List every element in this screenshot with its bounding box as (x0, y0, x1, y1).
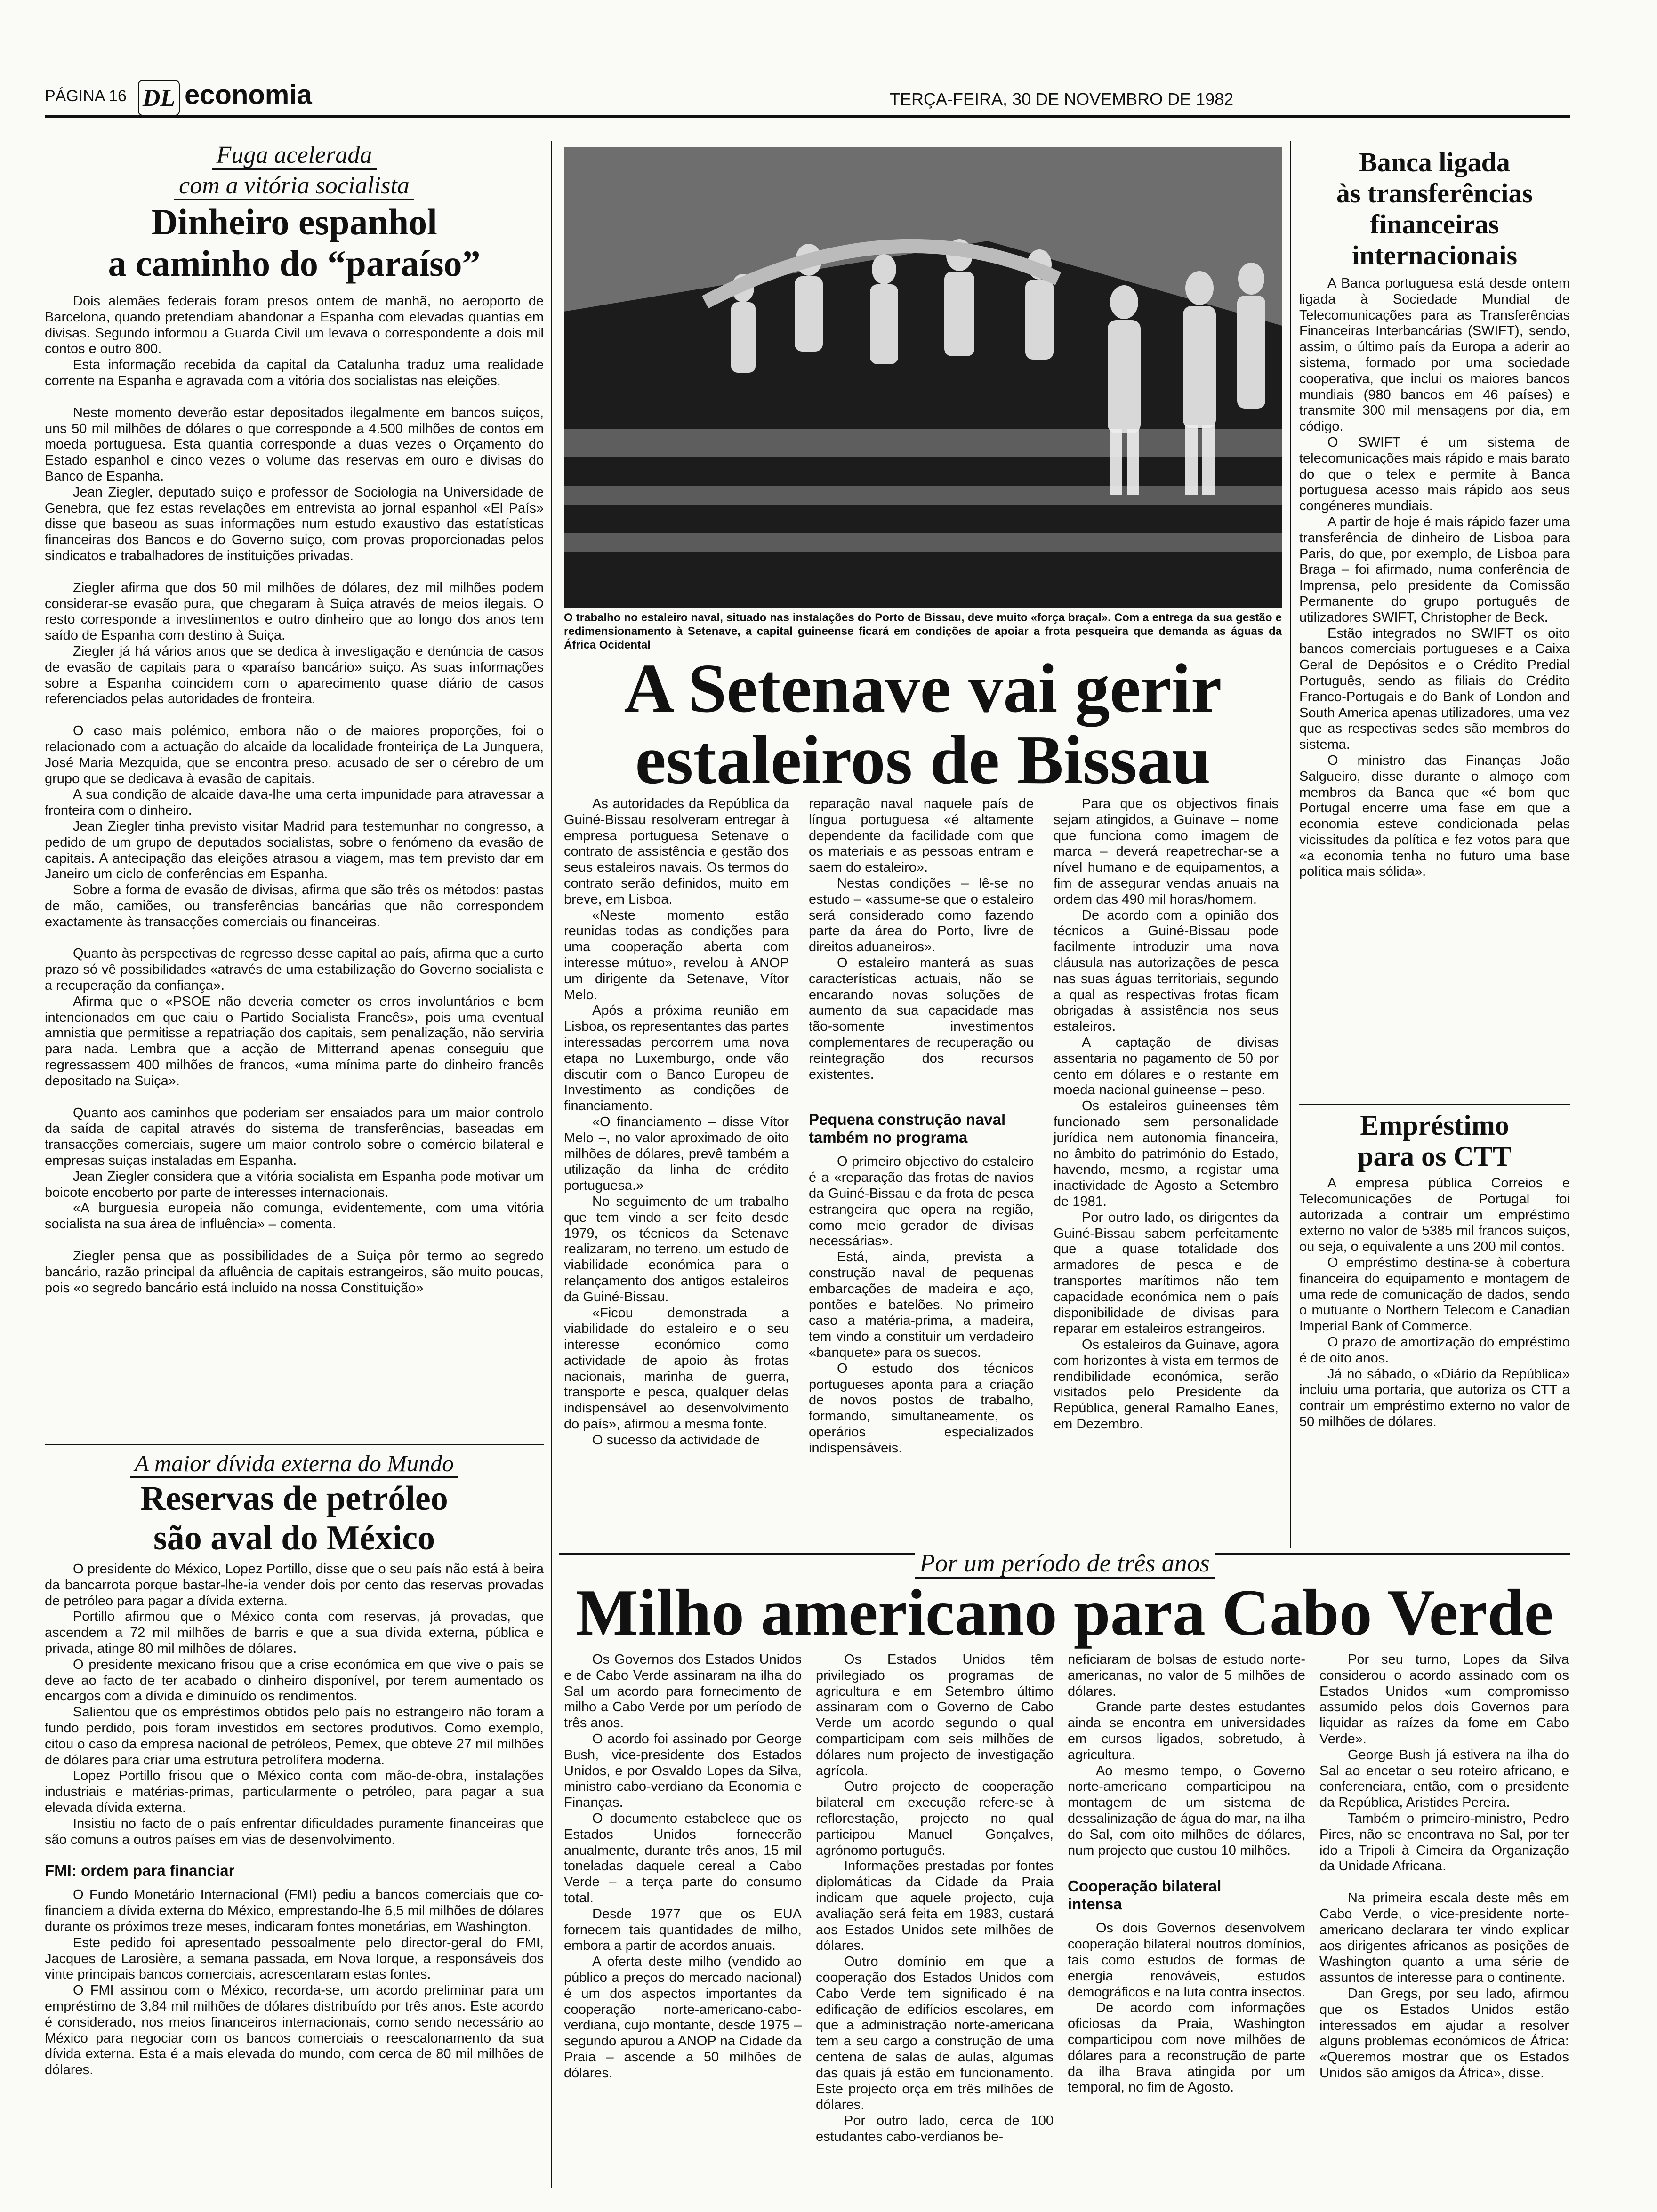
paragraph: O estaleiro manterá as suas características actuais, não se encarando novas soluções de aumento da sua capacidade mas tão-somente investimentos complementares de recuperação ou reintegração dos recursos existentes. (809, 955, 1034, 1082)
paragraph: George Bush já estivera na ilha do Sal ao encetar o seu roteiro africano, e conferenciara, então, com o presidente da República, Aristides Pereira. (1319, 1747, 1569, 1811)
article-kicker: Por um período de três anos (559, 1548, 1570, 1578)
paragraph: «Neste momento estão reunidas todas as condições para uma cooperação aberta com interesse mútuo», revelou à ANOP um dirigente da Setenave, Vítor Melo. (564, 907, 789, 1002)
paragraph: Este pedido foi apresentado pessoalmente pelo director-geral do FMI, Jacques de Larosière, a semana passada, em Nova Iorque, a responsáveis dos vinte principais bancos comerciais, acrescentaram estas fontes. (45, 1935, 544, 1982)
article-kicker: com a vitória socialista (45, 172, 544, 200)
article-body (1299, 1176, 1570, 1430)
paragraph: Lopez Portillo frisou que o México conta com mão-de-obra, instalações industriais e matérias-primas, particularmente o petróleo, para pagar a sua elevada dívida externa. (45, 1768, 544, 1815)
paragraph: O caso mais polémico, embora não o de maiores proporções, foi o relacionado com a actuação do alcaide da localidade fronteiriça de La Junquera, José Maria Mezquida, que se encontra preso, acusado de ser o cérebro de um grupo que se dedicava à evasão de capitais. (45, 723, 544, 786)
column-rule (551, 141, 552, 2188)
paragraph: O presidente do México, Lopez Portillo, disse que o seu país não está à beira da bancarrota porque bastar-lhe-ia vender dois por cento das reservas provadas de petróleo para pagar a dívida externa. (45, 1562, 544, 1609)
paragraph: A captação de divisas assentaria no pagamento de 50 por cento em dólares e o restante em moeda nacional guineense – peso. (1054, 1034, 1279, 1098)
milho-column-3 (1068, 1652, 1305, 2096)
paragraph: Informações prestadas por fontes diplomáticas da Cidade da Praia indicam que aquele projecto, cuja avaliação será feita em 1983, custará aos Estados Unidos sete milhões de dólares. (816, 1859, 1054, 1954)
paragraph: Outro projecto de cooperação bilateral em execução refere-se à reflorestação, projecto no qual participou Manuel Gonçalves, agrónomo português. (816, 1779, 1054, 1858)
paragraph: Esta informação recebida da capital da Catalunha traduz uma realidade corrente na Espanha e agravada com a vitória dos socialistas nas eleições. (45, 357, 544, 388)
article-dinheiro (45, 141, 544, 1296)
article-ctt (1299, 1110, 1570, 1430)
paragraph: «A burguesia europeia não comunga, evidentemente, com uma vitória socialista na sua área de influência» – comenta. (45, 1201, 544, 1232)
paragraph: Por outro lado, os dirigentes da Guiné-Bissau sabem perfeitamente que a quase totalidade dos armadores de pesca e de transportes marítimos não tem capacidade económica nem o país disponibilidade de divisas para reparar em estaleiros estrangeiros. (1054, 1210, 1279, 1337)
paragraph: O presidente mexicano frisou que a crise económica em que vive o país se deve ao facto de ter acabado o dinheiro disponível, por terem aumentado os encargos com a dívida e diminuído os rendimentos. (45, 1657, 544, 1704)
paragraph: De acordo com a opinião dos técnicos a Guiné-Bissau pode facilmente introduzir uma nova cláusula nas autorizações de pesca nas suas águas territoriais, segundo a qual as respectivas frotas ficam obrigadas à assistência nos seus estaleiros. (1054, 907, 1279, 1034)
article-body (45, 294, 544, 1296)
paragraph: Quanto aos caminhos que poderiam ser ensaiados para um maior controlo da saída de capital através do sistema de transferências, baseadas em transacções comerciais, sugere um maior controlo sobre o comércio bilateral e empresas suiças instaladas em Espanha. (45, 1105, 544, 1169)
paragraph: Os estaleiros guineenses têm funcionado sem personalidade jurídica nem autonomia financeira, no âmbito do património do Estado, havendo, mesmo, a registar uma inactividade de Agosto a Setembro de 1981. (1054, 1098, 1279, 1209)
article-kicker: Fuga acelerada (45, 141, 544, 169)
paragraph: No seguimento de um trabalho que tem vindo a ser feito desde 1979, os técnicos da Setenave realizaram, no terreno, um estudo de viabilidade económica para o relançamento dos antigos estaleiros da Guiné-Bissau. (564, 1194, 789, 1305)
paragraph: Os Estados Unidos têm privilegiado os programas de agricultura e em Setembro último assinaram com o Governo de Cabo Verde um acordo segundo o qual comparticipam com seis milhões de dólares num projecto de investigação agrícola. (816, 1652, 1054, 1779)
paragraph: Portillo afirmou que o México conta com reservas, já provadas, que ascendem a 72 mil milhões de barris e que a sua dívida externa, pública e privada, atinge 80 mil milhões de dólares. (45, 1609, 544, 1656)
paragraph: Insistiu no facto de o país enfrentar dificuldades puramente financeiras que são comuns a outros países em vias de desenvolvimento. (45, 1816, 544, 1847)
paragraph: reparação naval naquele país de língua portuguesa «é altamente dependente da facilidade com que os materiais e as pessoas entram e saem do estaleiro». (809, 796, 1034, 875)
paragraph: Desde 1977 que os EUA fornecem tais quantidades de milho, embora a partir de acordos anuais. (564, 1906, 802, 1954)
paragraph: Dois alemães federais foram presos ontem de manhã, no aeroporto de Barcelona, quando pretendiam abandonar a Espanha com elevadas quantias em divisas. Segundo informou a Guarda Civil um levava o correspondente a dois mil contos e outro 800. (45, 294, 544, 357)
paragraph: A sua condição de alcaide dava-lhe uma certa impunidade para atravessar a fronteira com o dinheiro. (45, 787, 544, 818)
paragraph: O Fundo Monetário Internacional (FMI) pediu a bancos comerciais que co-financiem a dívida externa do México, emprestando-lhe 6,5 mil milhões de dólares durante os próximos treze meses, indicaram fontes monetárias, em Washington. (45, 1887, 544, 1934)
paragraph: Ziegler afirma que dos 50 mil milhões de dólares, dez mil milhões podem considerar-se evasão pura, que chegaram à Suiça através de meios ilegais. O resto corresponde a investimentos e outro dinheiro que ao longo dos anos tem saído de Espanha com destino à Suiça. (45, 580, 544, 643)
paragraph: Ao mesmo tempo, o Governo norte-americano comparticipou na montagem de um sistema de dessalinização de água do mar, na ilha do Sal, com oito milhões de dólares, num projecto que custou 10 milhões. (1068, 1763, 1305, 1858)
shipyard-photo (564, 147, 1282, 608)
paragraph: Afirma que o «PSOE não deveria cometer os erros involuntários e bem intencionados em que caiu o Partido Socialista Francês», pois uma eventual amnistia que permitisse a repatriação dos capitais, sem penalização, não serviria para nada. Lembra que a acção de Mitterrand apenas conseguiu que regressassem 400 milhões de francos, «uma mínima parte do dinheiro francês depositado na Suiça». (45, 994, 544, 1089)
paragraph: Os Governos dos Estados Unidos e de Cabo Verde assinaram na ilha do Sal um acordo para fornecimento de milho a Cabo Verde por um período de três anos. (564, 1652, 802, 1731)
milho-column-4 (1319, 1652, 1569, 2082)
article-headline: A Setenave vai gerir (624, 650, 1222, 727)
article-headline: Reservas de petróleo (140, 1479, 448, 1518)
masthead-rule (45, 115, 1570, 118)
article-headline: Dinheiro espanhol (151, 201, 437, 242)
article-headline: são aval do México (153, 1519, 435, 1557)
article-headline: estaleiros de Bissau (635, 721, 1211, 799)
column-rule (1290, 141, 1291, 1548)
paragraph: O estudo dos técnicos portugueses aponta para a criação de novos postos de trabalho, formando, simultaneamente, os operários especializados indispensáveis. (809, 1361, 1034, 1456)
headline-line: Banca ligada (1359, 147, 1510, 177)
paragraph: A empresa pública Correios e Telecomunicações de Portugal foi autorizada a contrair um empréstimo externo no valor de 5385 mil francos suiços, ou seja, o equivalente a uns 200 mil contos. (1299, 1176, 1570, 1255)
paragraph: A oferta deste milho (vendido ao público a preços do mercado nacional) é um dos aspectos importantes da cooperação norte-americano-cabo-verdiana, cujo montante, desde 1975 – segundo apurou a ANOP na Cidade da Praia – ascende a 50 milhões de dólares. (564, 1954, 802, 2081)
setenave-column-3 (1054, 796, 1279, 1433)
paragraph: Grande parte destes estudantes ainda se encontra em universidades em cursos ligados, sobretudo, à agricultura. (1068, 1699, 1305, 1763)
paragraph: Também o primeiro-ministro, Pedro Pires, não se encontrava no Sal, por ter ido a Tripoli à Cimeira da Organização da Unidade Africana. (1319, 1811, 1569, 1874)
milho-column-2 (816, 1652, 1054, 2145)
paragraph: As autoridades da República da Guiné-Bissau resolveram entregar à empresa portuguesa Setenave o contrato de assistência e gestão dos seus estaleiros navais. Os termos do contrato serão definidos, muito em breve, em Lisboa. (564, 796, 789, 907)
subheading: Pequena construção naval (809, 1111, 1006, 1129)
paragraph: Está, ainda, prevista a construção naval de pequenas embarcações de madeira e aço, pontões e batelões. No primeiro caso a matéria-prima, a madeira, tem vindo a constituir um verdadeiro «banquete» para os suecos. (809, 1250, 1034, 1360)
paragraph: Quanto às perspectivas de regresso desse capital ao país, afirma que a curto prazo só vê possibilidades «através de uma estabilização do Governo socialista e a recuperação da confiança». (45, 946, 544, 994)
paragraph: «Ficou demonstrada a viabilidade do estaleiro e o seu interesse económico como actividade de apoio às frotas nacionais, marinha de guerra, transporte e pesca, qualquer delas indispensável ao desenvolvimento do país», afirmou a mesma fonte. (564, 1305, 789, 1432)
article-headline: Milho americano para Cabo Verde (576, 1576, 1553, 1649)
paragraph: De acordo com informações oficiosas da Praia, Washington comparticipou com nove milhões de dólares para a reconstrução de parte da ilha Brava atingida por um temporal, no fim de Agosto. (1068, 2000, 1305, 2095)
article-headline: para os CTT (1358, 1141, 1512, 1172)
paragraph: Na primeira escala deste mês em Cabo Verde, o vice-presidente norte-americano declarara ter vindo explicar aos dirigentes africanos as posições de Washington quanto a uma série de assuntos de interesse para o continente. (1319, 1891, 1569, 1986)
paragraph: O ministro das Finanças João Salgueiro, disse durante o almoço com membros da Banca que «é bom que Portugal encerre uma fase em que a economia esteve condicionada pelas vicissitudes da política e fez votos para que «a economia tenha no futuro uma base política mais sólida». (1299, 753, 1570, 880)
paragraph: neficiaram de bolsas de estudo norte-americanas, no valor de 5 milhões de dólares. (1068, 1652, 1305, 1699)
subheading: intensa (1068, 1895, 1122, 1913)
logo-text: DL (142, 84, 176, 112)
setenave-column-1 (564, 796, 789, 1449)
subheading: também no programa (809, 1129, 968, 1146)
paragraph: Após a próxima reunião em Lisboa, os representantes das partes interessadas percorrem uma nova etapa no Luxemburgo, onde vão discutir com o Banco Europeu de Investimento as condições de financiamento. (564, 1003, 789, 1114)
article-banca (1299, 147, 1570, 880)
paragraph: Os estaleiros da Guinave, agora com horizontes à vista em termos de rendibilidade económica, serão visitados pelo Presidente da República, general Ramalho Eanes, em Dezembro. (1054, 1337, 1279, 1432)
article-headline (1299, 147, 1570, 271)
article-kicker: A maior dívida externa do Mundo (45, 1450, 544, 1477)
section-title: economia (185, 80, 312, 110)
paragraph: Ziegler já há vários anos que se dedica à investigação e denúncia de casos de evasão de capitais para o «paraíso bancário» suiço. As suas informações sobre a Espanha coincidem com o aparecimento quase diário de casos referenciados pelas autoridades de fronteira. (45, 643, 544, 707)
paragraph: Os dois Governos desenvolvem cooperação bilateral noutros domínios, tais como estudos de formas de energia renováveis, estudos demográficos e na luta contra insectos. (1068, 1921, 1305, 2000)
subheading: Cooperação bilateral (1068, 1877, 1222, 1895)
milho-column-1 (564, 1652, 802, 2082)
divider (1299, 1104, 1570, 1105)
paragraph: Jean Ziegler, deputado suiço e professor de Sociologia na Universidade de Genebra, que fez estas revelações em entrevista ao jornal espanhol «El País» disse que baseou as suas informações num estudo exaustivo das estatísticas financeiras dos Bancos e do Governo suiço, com provas proporcionadas pelos sindicatos e trabalhadores de instituições privadas. (45, 484, 544, 563)
paragraph: «O financiamento – disse Vítor Melo –, no valor aproximado de oito milhões de dólares, prevê também a utilização da linha de crédito portuguesa.» (564, 1114, 789, 1194)
paragraph: Jean Ziegler considera que a vitória socialista em Espanha pode motivar um boicote encoberto por parte de interesses internacionais. (45, 1169, 544, 1200)
paragraph: Dan Gregs, por seu lado, afirmou que os Estados Unidos estão interessados em ajudar a resolver alguns problemas económicos de África: «Queremos mostrar que os Estados Unidos são amigos da África», disse. (1319, 1986, 1569, 2081)
paragraph: Ziegler pensa que as possibilidades de a Suiça pôr termo ao segredo bancário, razão principal da afluência de capitais estrangeiros, são muito poucas, pois «o segredo bancário está incluido na nossa Constituição» (45, 1249, 544, 1296)
paragraph: Por outro lado, cerca de 100 estudantes cabo-verdianos be- (816, 2113, 1054, 2144)
issue-date: TERÇA-FEIRA, 30 DE NOVEMBRO DE 1982 (890, 89, 1234, 109)
paragraph: Estão integrados no SWIFT os oito bancos comerciais portugueses e a Caixa Geral de Depósitos e o Crédito Predial Português, sendo as filiais do Crédito Franco-Portugais e do Bank of London and South America apenas utilizadores, uma vez que as respectivas sedes são membros do sistema. (1299, 625, 1570, 753)
paragraph: O empréstimo destina-se à cobertura financeira do equipamento e montagem de uma rede de comunicação de dados, sendo o mutuante o Northern Telecom e Canadian Imperial Bank of Commerce. (1299, 1255, 1570, 1334)
workers-illustration (564, 147, 1282, 608)
paragraph: A Banca portuguesa está desde ontem ligada à Sociedade Mundial de Telecomunicações para as Transferências Financeiras Interbancárias (SWIFT), sendo, assim, o último país da Europa a aderir ao sistema, formado por uma sociedade cooperativa, que inclui os maiores bancos mundiais (980 bancos em 46 países) e transmite 300 mil mensagens por dia, em código. (1299, 276, 1570, 434)
divider (45, 1444, 544, 1445)
paragraph: Jean Ziegler tinha previsto visitar Madrid para testemunhar no congresso, a pedido de um grupo de deputados socialistas, sobre o fenómeno da evasão de capitais. A antecipação das eleições atrasou a viagem, mas tem previsto dar em Janeiro um ciclo de conferências em Espanha. (45, 818, 544, 882)
paragraph: O FMI assinou com o México, recorda-se, um acordo preliminar para um empréstimo de 3,84 mil milhões de dólares distribuído por três anos. Este acordo é considerado, nos meios financeiros internacionais, como sendo necessário ao México para negociar com os bancos comerciais o reescalonamento da sua dívida externa. Esta é a mais elevada do mundo, com cerca de 80 mil milhões de dólares. (45, 1983, 544, 2078)
paragraph: Salientou que os empréstimos obtidos pelo país no estrangeiro não foram a fundo perdido, pois foram investidos em sectores produtivos. Como exemplo, citou o caso da empresa nacional de petróleos, Pemex, que obteve 27 mil milhões de dólares para criar uma estrutura petrolífera moderna. (45, 1705, 544, 1768)
article-body (45, 1562, 544, 2078)
paragraph: O acordo foi assinado por George Bush, vice-presidente dos Estados Unidos, e por Osvaldo Lopes da Silva, ministro cabo-verdiano da Economia e Finanças. (564, 1731, 802, 1811)
subheading: FMI: ordem para financiar (45, 1862, 235, 1880)
setenave-column-2 (809, 796, 1034, 1456)
logo (138, 80, 180, 116)
paragraph: O sucesso da actividade de (592, 1432, 760, 1448)
article-body (1299, 276, 1570, 880)
paragraph: O SWIFT é um sistema de telecomunicações mais rápido e mais barato do que o telex e permite à Banca portuguesa acesso mais rápido aos seus congéneres mundiais. (1299, 434, 1570, 514)
paragraph: O documento estabelece que os Estados Unidos fornecerão anualmente, durante três anos, 15 mil toneladas daquele cereal a Cabo Verde – a terça parte do consumo total. (564, 1811, 802, 1906)
paragraph: Para que os objectivos finais sejam atingidos, a Guinave – nome que funciona como imagem de marca – deverá reapetrechar-se a nível humano e de equipamentos, a fim de assegurar vendas anuais na ordem das 490 mil horas/homem. (1054, 796, 1279, 907)
headline-line: às transferências (1336, 178, 1533, 208)
paragraph: Neste momento deverão estar depositados ilegalmente em bancos suiços, uns 50 mil milhões de dólares o que corresponde a 4.500 milhões de contos em moeda portuguesa. Esta quantia corresponde a duas vezes o Orçamento do Estado espanhol e cinco vezes o volume das reservas em ouro e divisas do Banco de Espanha. (45, 405, 544, 484)
article-mexico (45, 1450, 544, 2078)
paragraph: Por seu turno, Lopes da Silva considerou o acordo assinado com os Estados Unidos «um compromisso assumido pelos dois Governos para liquidar as raízes da fome em Cabo Verde». (1319, 1652, 1569, 1747)
paragraph: O prazo de amortização do empréstimo é de oito anos. (1299, 1334, 1570, 1366)
page-number: PÁGINA 16 (45, 87, 127, 105)
headline-line: internacionais (1351, 240, 1518, 271)
photo-caption: O trabalho no estaleiro naval, situado nas instalações do Porto de Bissau, deve muito «força braçal». Com a entrega da sua gestão e redimensionamento à Setenave, a capital guineense ficará em condições de apoiar a frota pesqueira que demanda as águas da África Ocidental (564, 611, 1282, 651)
article-headline: Empréstimo (1360, 1110, 1509, 1141)
paragraph: Já no sábado, o «Diário da República» incluiu uma portaria, que autoriza os CTT a contrair um empréstimo externo no valor de 50 milhões de dólares. (1299, 1366, 1570, 1429)
headline-line: financeiras (1370, 209, 1499, 240)
paragraph: O primeiro objectivo do estaleiro é a «reparação das frotas de navios da Guiné-Bissau e da frota de pesca estrangeira que opera na região, como meio gerador de divisas necessárias». (809, 1154, 1034, 1249)
paragraph: A partir de hoje é mais rápido fazer uma transferência de dinheiro de Lisboa para Paris, do que, por exemplo, de Lisboa para Braga – foi afirmado, numa conferência de Imprensa, pelo presidente da Comissão Permanente do grupo português de utilizadores SWIFT, Christopher de Beck. (1299, 514, 1570, 625)
paragraph: Sobre a forma de evasão de divisas, afirma que são três os métodos: pastas de mão, camiões, ou transferências bancárias que não correspondem exactamente às transacções comerciais ou financeiras. (45, 882, 544, 930)
paragraph: Nestas condições – lê-se no estudo – «assume-se que o estaleiro será considerado como fazendo parte da área do Porto, livre de direitos aduaneiros». (809, 875, 1034, 955)
paragraph: Outro domínio em que a cooperação dos Estados Unidos com Cabo Verde tem significado é na edificação de edifícios escolares, em que a administração norte-americana tem a seu cargo a construção de uma centena de salas de aulas, algumas das quais já estão em funcionamento. Este projecto orça em três milhões de dólares. (816, 1954, 1054, 2113)
article-headline: a caminho do “paraíso” (108, 243, 481, 284)
